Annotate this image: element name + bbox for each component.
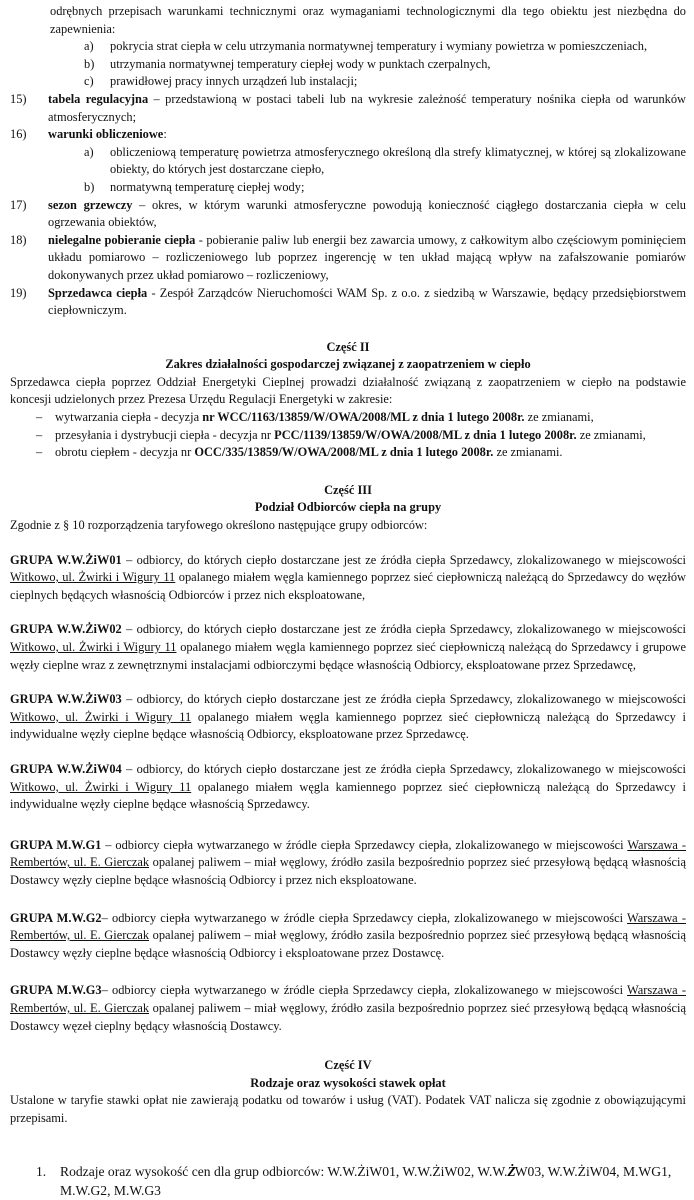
group-mwg1 xyxy=(10,837,686,890)
price-item-1 xyxy=(10,1163,686,1200)
group-wwziw03 xyxy=(10,691,686,744)
group-text: opalanego miałem węgla kamiennego poprzez sieć ciepłowniczą należącą do Sprzedawcy i indywidualne węzły cieplne będące własnością Sprzedawcy. xyxy=(10,779,686,812)
group-text: – odbiorcy ciepła wytwarzanego w źródle ciepła Sprzedawcy ciepła, zlokalizowanego w miejscowości xyxy=(101,910,628,925)
license-item xyxy=(10,444,686,462)
definition-17 xyxy=(10,197,686,232)
license-item xyxy=(10,427,686,445)
sub-text: prawidłowej pracy innych urządzeń lub instalacji; xyxy=(110,74,358,89)
definition-text: - Zespół Zarządców Nieruchomości WAM Sp. z o.o. z siedzibą w Warszawie, będący przedsiębiorstwem ciepłowniczym. xyxy=(48,285,686,318)
license-text: przesyłania i dystrybucji ciepła - decyzja nr xyxy=(55,427,275,442)
definition-text: – okres, w którym warunki atmosferyczne powodują konieczność ciągłego dostarczania ciepła w celu ogrzewania obiektów, xyxy=(48,197,687,230)
part-4-number: Część IV xyxy=(324,1058,372,1073)
part-3-intro: Zgodnie z § 10 rozporządzenia taryfowego określono następujące grupy odbiorców: xyxy=(10,518,428,533)
definition-number: 15) xyxy=(10,91,27,106)
item-text: W03, W.W.ŻiW04, M.WG1, M.W.G2, M.W.G3 xyxy=(60,1164,672,1198)
intro-sub-c xyxy=(10,73,686,91)
group-location: Warszawa - Rembertów, ul. E. Gierczak xyxy=(10,983,686,1015)
sub-text: normatywną temperaturę ciepłej wody; xyxy=(110,179,305,194)
definition-number: 17) xyxy=(10,197,27,212)
group-text: – odbiorcy, do których ciepło dostarczane jest ze źródła ciepła Sprzedawcy, zlokalizowanego w miejscowości xyxy=(121,552,686,567)
part-2-number: Część II xyxy=(326,339,370,354)
part-4-title: Rodzaje oraz wysokości stawek opłat xyxy=(250,1075,446,1090)
group-location: Witkowo, ul. Żwirki i Wigury 11 xyxy=(10,640,177,654)
definition-term: warunki obliczeniowe xyxy=(48,127,164,142)
group-location: Warszawa - Rembertów, ul. E. Gierczak xyxy=(10,837,686,870)
intro-sub-b xyxy=(10,56,686,74)
group-name: GRUPA W.W.ŻiW03 xyxy=(10,692,122,707)
license-suffix: ze zmianami, xyxy=(524,410,594,425)
license-decision: OCC/335/13859/W/OWA/2008/ML z dnia 1 lutego 2008r. xyxy=(194,445,494,460)
sub-label: a) xyxy=(84,144,94,159)
group-text: opalanej paliwem – miał węglowy, źródło zasila bezpośrednio poprzez sieć przesyłową będącą własnością Dostawcy węzły cieplne będące własnością Odbiorcy i przez nich eksploatowane. xyxy=(10,855,686,887)
sub-label: c) xyxy=(84,74,94,89)
group-name: GRUPA W.W.ŻiW02 xyxy=(10,622,122,637)
definition-term: Sprzedawca ciepła xyxy=(48,285,148,300)
intro-paragraph: odrębnych przepisach warunkami technicznymi oraz wymaganiami technologicznymi dla tego obiektu jest niezbędna do zapewnienia: xyxy=(50,4,686,36)
group-text: opalanej paliwem – miał węglowy, źródło zasila bezpośrednio poprzez sieć przesyłową będącą własnością Dostawcy węzeł cieplny będący własnością Dostawcy. xyxy=(10,1000,686,1033)
definition-text: - pobieranie paliw lub energii bez zawarcia umowy, z całkowitym albo częściowym pominięciem układu pomiarowo – rozliczeniowego lub poprzez ingerencję w ten układ mającą wpływ na zafałszowanie pomiarów dokonywanych przez układ pomiarowo – rozliczeniowy, xyxy=(48,232,686,282)
group-text: – odbiorcy, do których ciepło dostarczane jest ze źródła ciepła Sprzedawcy, zlokalizowanego w miejscowości xyxy=(121,761,686,776)
group-text: opalanej paliwem – miał węglowy, źródło zasila bezpośrednio poprzez sieć przesyłową będącą własnością Dostawcy węzły cieplne będące własnością Odbiorcy i eksploatowane przez Dostawcę. xyxy=(10,928,686,960)
license-item xyxy=(10,409,686,427)
group-name: GRUPA W.W.ŻiW04 xyxy=(10,761,122,776)
document-page xyxy=(10,3,686,1200)
group-text: – odbiorcy, do których ciepło dostarczane jest ze źródła ciepła Sprzedawcy, zlokalizowanego w miejscowości xyxy=(121,692,686,707)
group-text: opalanego miałem węgla kamiennego poprzez sieć ciepłowniczą należącą do Sprzedawcy do węzłów cieplnych będących własnością Odbiorców i przez nich eksploatowane, xyxy=(10,570,686,602)
definition-number: 16) xyxy=(10,127,27,142)
dash-bullet: – xyxy=(36,427,43,442)
group-text: – odbiorcy ciepła wytwarzanego w źródle ciepła Sprzedawcy ciepła, zlokalizowanego w miejscowości xyxy=(101,837,628,852)
part-2-intro: Sprzedawca ciepła poprzez Oddział Energetyki Cieplnej prowadzi działalność związaną z zaopatrzeniem w ciepło na podstawie koncesji udzielonych przez Prezesa Urzędu Regulacji Energetyki w zakresie: xyxy=(10,374,686,407)
group-location: Witkowo, ul. Żwirki i Wigury 11 xyxy=(10,709,192,724)
license-text: wytwarzania ciepła - decyzja xyxy=(55,410,203,425)
item-number: 1. xyxy=(36,1164,47,1180)
group-name: GRUPA M.W.G2 xyxy=(10,910,102,925)
group-name: GRUPA M.W.G3 xyxy=(10,983,102,998)
license-suffix: ze zmianami, xyxy=(576,427,646,442)
handwritten-mark: Ż xyxy=(507,1164,515,1180)
definition-term: tabela regulacyjna xyxy=(48,91,149,106)
intro-sub-a xyxy=(10,38,686,56)
license-text: obrotu ciepłem - decyzja nr xyxy=(55,445,195,460)
definition-18 xyxy=(10,232,686,285)
license-decision: PCC/1139/13859/W/OWA/2008/ML z dnia 1 lutego 2008r. xyxy=(274,427,577,442)
part-2-title: Zakres działalności gospodarczej związanej z zaopatrzeniem w ciepło xyxy=(165,357,531,372)
group-location: Witkowo, ul. Żwirki i Wigury 11 xyxy=(10,570,176,585)
part-3-title: Podział Odbiorców ciepła na grupy xyxy=(254,500,442,515)
sub-label: b) xyxy=(84,56,95,71)
sub-text: pokrycia strat ciepła w celu utrzymania normatywnej temperatury i wymiany powietrza w pomieszczeniach, xyxy=(110,39,648,54)
license-decision: nr WCC/1163/13859/W/OWA/2008/ML z dnia 1 lutego 2008r. xyxy=(202,410,525,425)
group-name: GRUPA M.W.G1 xyxy=(10,837,102,852)
item-text: Rodzaje oraz wysokość cen dla grup odbiorców: W.W.ŻiW01, W.W.ŻiW02, W.W. xyxy=(60,1164,508,1180)
group-text: opalanego miałem węgla kamiennego poprzez sieć ciepłowniczą należącą do Sprzedawcy i grupowe węzły cieplne wraz z zewnętrznymi instalacjami odbiorczymi będące własnością Odbiorcy, eksploatowane przez Sprzedawcę, xyxy=(10,640,686,672)
dash-bullet: – xyxy=(36,410,43,425)
definition-text: – przedstawioną w postaci tabeli lub na wykresie zależność temperatury nośnika ciepła od warunków atmosferycznych; xyxy=(48,91,687,124)
sub-text: obliczeniową temperaturę powietrza atmosferycznego określoną dla strefy klimatycznej, w której są zlokalizowane obiekty, do których jest dostarczane ciepło, xyxy=(110,144,686,177)
group-text: – odbiorcy, do których ciepło dostarczane jest ze źródła ciepła Sprzedawcy, zlokalizowanego w miejscowości xyxy=(121,622,686,637)
definition-term: sezon grzewczy xyxy=(48,197,133,212)
group-location: Warszawa - Rembertów, ul. E. Gierczak xyxy=(10,910,686,943)
sub-label: b) xyxy=(84,179,95,194)
definition-16-sub-b xyxy=(10,179,686,197)
part-3-number: Część III xyxy=(324,482,372,497)
definition-term: nielegalne pobieranie ciepła xyxy=(48,232,196,247)
group-mwg3 xyxy=(10,982,686,1035)
definition-text: : xyxy=(163,127,167,142)
group-name: GRUPA W.W.ŻiW01 xyxy=(10,552,122,567)
sub-text: utrzymania normatywnej temperatury ciepłej wody w punktach czerpalnych, xyxy=(110,56,491,71)
sub-label: a) xyxy=(84,39,94,54)
license-suffix: ze zmianami. xyxy=(493,445,563,460)
group-wwziw01 xyxy=(10,552,686,605)
group-wwziw02 xyxy=(10,621,686,674)
definition-15 xyxy=(10,91,686,126)
definition-16-sub-a xyxy=(10,144,686,179)
group-wwziw04 xyxy=(10,761,686,814)
definition-19 xyxy=(10,285,686,320)
group-mwg2 xyxy=(10,910,686,963)
definition-number: 18) xyxy=(10,232,27,247)
definition-16 xyxy=(10,126,686,144)
dash-bullet: – xyxy=(36,445,43,460)
group-text: opalanego miałem węgla kamiennego poprzez sieć ciepłowniczą należącą do Sprzedawcy i indywidualne węzły cieplne będące własnością Odbiorcy, eksploatowane przez Sprzedawcę. xyxy=(10,709,686,742)
group-text: – odbiorcy ciepła wytwarzanego w źródle ciepła Sprzedawcy ciepła, zlokalizowanego w miejscowości xyxy=(101,983,628,998)
part-4-intro: Ustalone w taryfie stawki opłat nie zawierają podatku od towarów i usług (VAT). Podatek VAT nalicza się zgodnie z obowiązującymi przepisami. xyxy=(10,1093,686,1125)
definition-number: 19) xyxy=(10,285,27,300)
group-location: Witkowo, ul. Żwirki i Wigury 11 xyxy=(10,779,192,794)
